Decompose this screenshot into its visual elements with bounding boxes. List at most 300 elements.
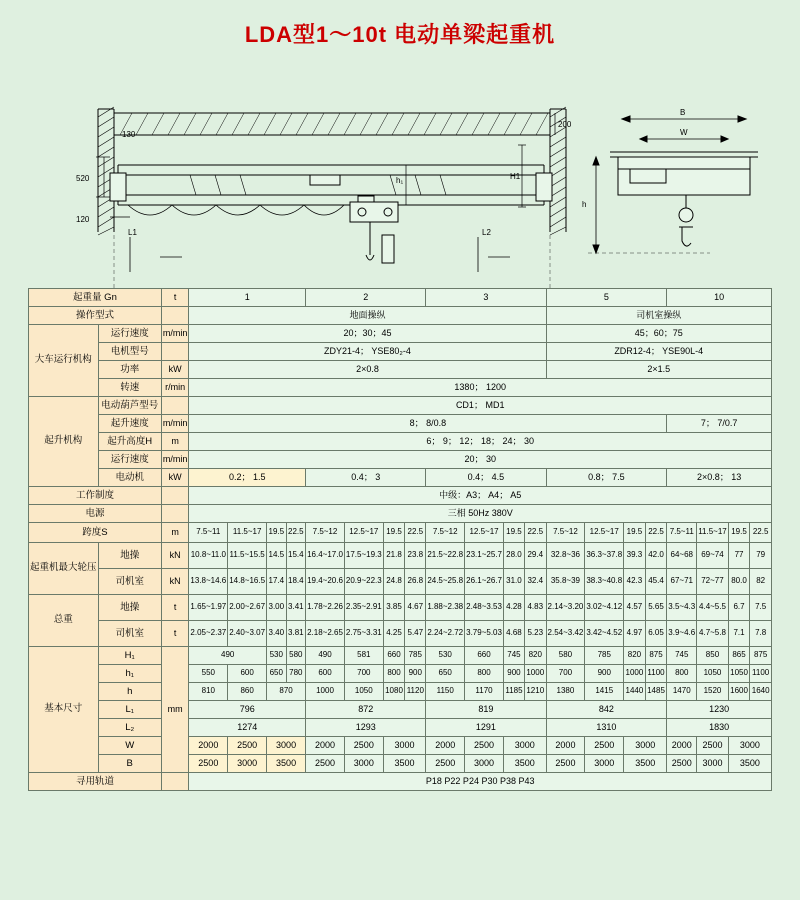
weight-cabin-13: 3.42~4.52: [585, 621, 624, 647]
wheel-cabin-6: 24.8: [383, 569, 405, 595]
weight-ground-17: 4.4~5.5: [697, 595, 729, 621]
h-16: 1520: [697, 683, 729, 701]
span-2-d: 22.5: [405, 523, 426, 543]
label-dim-120: 120: [76, 215, 90, 224]
span-1-b: 11.5~17: [228, 523, 267, 543]
electric-hoist: [350, 196, 398, 263]
row-label-span: 跨度S: [29, 523, 162, 543]
H1-11: 580: [546, 647, 585, 665]
L2-3: 1310: [546, 719, 667, 737]
travel-speed-cabin: 45；60；75: [546, 325, 771, 343]
wheel-ground-16: 64~68: [667, 543, 697, 569]
weight-ground-12: 2.14~3.20: [546, 595, 585, 621]
B-6: 2500: [426, 755, 465, 773]
h-18: 1640: [750, 683, 772, 701]
row-label-L1: L₁: [98, 701, 161, 719]
row-unit-span: m: [161, 523, 189, 543]
span-10-a: 7.5~11: [667, 523, 697, 543]
W-13: 2500: [697, 737, 729, 755]
B-10: 3000: [585, 755, 624, 773]
H1-1: 530: [267, 647, 287, 665]
wheel-cabin-15: 45.4: [645, 569, 667, 595]
row-label-trolley-speed: 运行速度: [98, 451, 161, 469]
table-row-hoist-speed: [29, 415, 772, 433]
table-row-control-type: [29, 307, 772, 325]
h-10: 1210: [524, 683, 546, 701]
row-unit-rail: [161, 773, 189, 791]
W-6: 2000: [426, 737, 465, 755]
row-label-wheel-cabin: 司机室: [98, 569, 161, 595]
weight-cabin-0: 2.05~2.37: [189, 621, 228, 647]
L2-1: 1293: [306, 719, 426, 737]
table-row-hoist-motor: [29, 469, 772, 487]
weight-ground-15: 5.65: [645, 595, 667, 621]
weight-ground-6: 3.85: [383, 595, 405, 621]
row-label-travel-speed: 运行速度: [98, 325, 161, 343]
weight-cabin-18: 7.1: [728, 621, 750, 647]
table-row-wheel-ground: [29, 543, 772, 569]
B-2: 3500: [267, 755, 306, 773]
span-10-b: 11.5~17: [697, 523, 729, 543]
roof-strip: [114, 113, 550, 135]
weight-cabin-14: 4.97: [624, 621, 646, 647]
table-row-motor-model: [29, 343, 772, 361]
wheel-ground-12: 32.8~36: [546, 543, 585, 569]
row-unit-capacity: t: [161, 289, 189, 307]
h1-6: 800: [383, 665, 405, 683]
span-10-d: 22.5: [750, 523, 772, 543]
row-unit-lift-height: m: [161, 433, 189, 451]
wheel-cabin-4: 19.4~20.6: [306, 569, 345, 595]
weight-ground-14: 4.57: [624, 595, 646, 621]
weight-ground-0: 1.65~1.97: [189, 595, 228, 621]
table-row-L1: [29, 701, 772, 719]
h1-0: 550: [189, 665, 228, 683]
weight-cabin-17: 4.7~5.8: [697, 621, 729, 647]
H1-13: 820: [624, 647, 646, 665]
page-title: LDA型1～10t 电动单梁起重机: [244, 22, 556, 47]
label-dim-W: W: [680, 128, 688, 137]
B-11: 3500: [624, 755, 667, 773]
row-unit-hoist-motor: kW: [161, 469, 189, 487]
W-9: 2000: [546, 737, 585, 755]
span-5-d: 22.5: [645, 523, 667, 543]
label-dim-h: h: [582, 200, 587, 209]
L1-4: 1230: [667, 701, 772, 719]
wheel-ground-5: 17.5~19.3: [344, 543, 383, 569]
weight-cabin-19: 7.8: [750, 621, 772, 647]
wheel-cabin-16: 67~71: [667, 569, 697, 595]
hoist-speed-right: 7； 7/0.7: [667, 415, 772, 433]
wheel-ground-13: 36.3~37.8: [585, 543, 624, 569]
h1-8: 650: [426, 665, 465, 683]
weight-cabin-5: 2.75~3.31: [344, 621, 383, 647]
wheel-cabin-0: 13.8~14.6: [189, 569, 228, 595]
wheel-ground-3: 15.4: [286, 543, 306, 569]
duty-value: 中级：A3； A4； A5: [189, 487, 772, 505]
row-unit-weight-ground: t: [161, 595, 189, 621]
wheel-cabin-17: 72~77: [697, 569, 729, 595]
end-carriage-right: [536, 173, 552, 201]
row-label-hoist-model: 电动葫芦型号: [98, 397, 161, 415]
H1-6: 785: [405, 647, 426, 665]
control-cabin: 司机室操纵: [546, 307, 771, 325]
table-row-h1: [29, 665, 772, 683]
table-row-hoist-model: [29, 397, 772, 415]
wheel-ground-8: 21.5~22.8: [426, 543, 465, 569]
weight-ground-4: 1.78~2.26: [306, 595, 345, 621]
span-5-a: 7.5~12: [546, 523, 585, 543]
label-dim-B: B: [680, 108, 686, 117]
wheel-cabin-13: 38.3~40.8: [585, 569, 624, 595]
h-15: 1470: [667, 683, 697, 701]
row-unit-control-type: [161, 307, 189, 325]
row-label-h: h: [98, 683, 161, 701]
group-label-dims: 基本尺寸: [29, 647, 99, 773]
wheel-cabin-18: 80.0: [728, 569, 750, 595]
span-1-c: 19.5: [267, 523, 287, 543]
L2-2: 1291: [426, 719, 546, 737]
hoist-motor-5: 0.8； 7.5: [546, 469, 667, 487]
B-8: 3500: [503, 755, 546, 773]
speed-rpm-value: 1380； 1200: [189, 379, 772, 397]
h-5: 1080: [383, 683, 405, 701]
table-row-B: [29, 755, 772, 773]
W-2: 3000: [267, 737, 306, 755]
wheel-ground-18: 77: [728, 543, 750, 569]
motor-model-ground: ZDY21-4； YSE80₂-4: [189, 343, 546, 361]
span-2-c: 19.5: [383, 523, 405, 543]
h1-13: 900: [585, 665, 624, 683]
capacity-5: 5: [546, 289, 667, 307]
dim-line-S: [114, 207, 550, 301]
span-2-b: 12.5~17: [344, 523, 383, 543]
h-6: 1120: [405, 683, 426, 701]
row-label-rail: 寻用轨道: [29, 773, 162, 791]
H1-16: 850: [697, 647, 729, 665]
row-unit-hoist-model: [161, 397, 189, 415]
wheel-cabin-3: 18.4: [286, 569, 306, 595]
weight-ground-18: 6.7: [728, 595, 750, 621]
specification-table: [28, 288, 772, 791]
capacity-10: 10: [667, 289, 772, 307]
row-label-speed-rpm: 转速: [98, 379, 161, 397]
weight-cabin-2: 3.40: [267, 621, 287, 647]
h1-12: 700: [546, 665, 585, 683]
B-7: 3000: [465, 755, 504, 773]
drawing-svg: [10, 57, 790, 269]
wheel-ground-4: 16.4~17.0: [306, 543, 345, 569]
W-4: 2500: [344, 737, 383, 755]
label-dim-H1: H1: [510, 172, 521, 181]
table-row-capacity: [29, 289, 772, 307]
trolley-speed-value: 20； 30: [189, 451, 772, 469]
table-row-power: [29, 361, 772, 379]
W-1: 2500: [228, 737, 267, 755]
h1-9: 800: [465, 665, 504, 683]
h1-1: 600: [228, 665, 267, 683]
row-label-lift-height: 起升高度H: [98, 433, 161, 451]
W-10: 2500: [585, 737, 624, 755]
h-2: 870: [267, 683, 306, 701]
B-3: 2500: [306, 755, 345, 773]
weight-ground-11: 4.83: [524, 595, 546, 621]
weight-cabin-1: 2.40~3.07: [228, 621, 267, 647]
weight-cabin-9: 3.79~5.03: [465, 621, 504, 647]
span-5-b: 12.5~17: [585, 523, 624, 543]
group-label-hoist: 起升机构: [29, 397, 99, 487]
rail-marks: [130, 237, 510, 272]
row-unit-weight-cabin: t: [161, 621, 189, 647]
technical-drawing: [10, 57, 790, 272]
weight-ground-9: 2.48~3.53: [465, 595, 504, 621]
table-row-wheel-cabin: [29, 569, 772, 595]
h1-16: 800: [667, 665, 697, 683]
lift-height-value: 6； 9； 12； 18； 24； 30: [189, 433, 772, 451]
table-row-weight-cabin: [29, 621, 772, 647]
weight-ground-16: 3.5~4.3: [667, 595, 697, 621]
rail-value: P18 P22 P24 P30 P38 P43: [189, 773, 772, 791]
capacity-2: 2: [306, 289, 426, 307]
table-row-weight-ground: [29, 595, 772, 621]
row-label-B: B: [98, 755, 161, 773]
row-unit-dims: mm: [161, 647, 189, 773]
row-label-capacity: 起重量 Gn: [29, 289, 162, 307]
H1-2: 580: [286, 647, 306, 665]
B-13: 3000: [697, 755, 729, 773]
wheel-ground-0: 10.8~11.0: [189, 543, 228, 569]
B-12: 2500: [667, 755, 697, 773]
weight-cabin-3: 3.81: [286, 621, 306, 647]
h1-3: 780: [286, 665, 306, 683]
L1-1: 872: [306, 701, 426, 719]
weight-cabin-4: 2.18~2.65: [306, 621, 345, 647]
span-1-a: 7.5~11: [189, 523, 228, 543]
table-row-H1: [29, 647, 772, 665]
H1-8: 660: [465, 647, 504, 665]
h-3: 1000: [306, 683, 345, 701]
span-3-b: 12.5~17: [465, 523, 504, 543]
row-label-weight-cabin: 司机室: [98, 621, 161, 647]
h-17: 1600: [728, 683, 750, 701]
hoist-speed-left: 8； 8/0.8: [189, 415, 667, 433]
wheel-ground-19: 79: [750, 543, 772, 569]
span-10-c: 19.5: [728, 523, 750, 543]
wheel-ground-6: 21.8: [383, 543, 405, 569]
weight-ground-5: 2.35~2.91: [344, 595, 383, 621]
L2-0: 1274: [189, 719, 306, 737]
weight-ground-8: 1.88~2.38: [426, 595, 465, 621]
H1-9: 745: [503, 647, 524, 665]
wheel-cabin-2: 17.4: [267, 569, 287, 595]
table-row-W: [29, 737, 772, 755]
weight-ground-7: 4.67: [405, 595, 426, 621]
h1-5: 700: [344, 665, 383, 683]
W-5: 3000: [383, 737, 426, 755]
h1-15: 1100: [645, 665, 667, 683]
capacity-3: 3: [426, 289, 546, 307]
W-0: 2000: [189, 737, 228, 755]
row-unit-speed-rpm: r/min: [161, 379, 189, 397]
h-4: 1050: [344, 683, 383, 701]
h1-18: 1050: [728, 665, 750, 683]
weight-ground-2: 3.00: [267, 595, 287, 621]
wheel-ground-14: 39.3: [624, 543, 646, 569]
h1-7: 900: [405, 665, 426, 683]
B-4: 3000: [344, 755, 383, 773]
row-label-weight-ground: 地操: [98, 595, 161, 621]
L1-0: 796: [189, 701, 306, 719]
label-dim-520: 520: [76, 174, 90, 183]
wheel-cabin-11: 32.4: [524, 569, 546, 595]
weight-cabin-12: 2.54~3.42: [546, 621, 585, 647]
hoist-model-value: CD1； MD1: [189, 397, 772, 415]
table-row-duty: [29, 487, 772, 505]
weight-cabin-8: 2.24~2.72: [426, 621, 465, 647]
wheel-ground-17: 69~74: [697, 543, 729, 569]
hoist-motor-3: 0.4； 4.5: [426, 469, 546, 487]
weight-cabin-16: 3.9~4.6: [667, 621, 697, 647]
group-label-total-weight: 总重: [29, 595, 99, 647]
span-1-d: 22.5: [286, 523, 306, 543]
table-row-lift-height: [29, 433, 772, 451]
H1-3: 490: [306, 647, 345, 665]
weight-ground-13: 3.02~4.12: [585, 595, 624, 621]
row-unit-duty: [161, 487, 189, 505]
h1-4: 600: [306, 665, 345, 683]
row-unit-wheel-cabin: kN: [161, 569, 189, 595]
control-ground: 地面操纵: [189, 307, 546, 325]
row-label-h1: h₁: [98, 665, 161, 683]
B-0: 2500: [189, 755, 228, 773]
span-5-c: 19.5: [624, 523, 646, 543]
wheel-cabin-9: 26.1~26.7: [465, 569, 504, 595]
festoon-cables: [128, 205, 344, 215]
wheel-cabin-10: 31.0: [503, 569, 524, 595]
hoist-motor-2: 0.4； 3: [306, 469, 426, 487]
h-12: 1415: [585, 683, 624, 701]
weight-cabin-15: 6.05: [645, 621, 667, 647]
wheel-ground-1: 11.5~15.5: [228, 543, 267, 569]
row-label-wheel-ground: 地操: [98, 543, 161, 569]
table-row-span: [29, 523, 772, 543]
row-label-power-supply: 电源: [29, 505, 162, 523]
H1-15: 745: [667, 647, 697, 665]
row-label-motor-model: 电机型号: [98, 343, 161, 361]
wheel-cabin-1: 14.8~16.5: [228, 569, 267, 595]
row-label-control-type: 操作型式: [29, 307, 162, 325]
row-label-L2: L₂: [98, 719, 161, 737]
table-row-speed-rpm: [29, 379, 772, 397]
row-label-duty: 工作制度: [29, 487, 162, 505]
group-label-travel: 大车运行机构: [29, 325, 99, 397]
h1-19: 1100: [750, 665, 772, 683]
span-3-d: 22.5: [524, 523, 546, 543]
H1-4: 581: [344, 647, 383, 665]
h-1: 860: [228, 683, 267, 701]
power-cabin: 2×1.5: [546, 361, 771, 379]
H1-14: 875: [645, 647, 667, 665]
B-9: 2500: [546, 755, 585, 773]
h-13: 1440: [624, 683, 646, 701]
hoist-motor-1: 0.2； 1.5: [189, 469, 306, 487]
span-2-a: 7.5~12: [306, 523, 345, 543]
travel-speed-ground: 20；30；45: [189, 325, 546, 343]
label-dim-200: 200: [558, 120, 572, 129]
table-row-rail: [29, 773, 772, 791]
row-unit-power: kW: [161, 361, 189, 379]
wheel-cabin-7: 26.8: [405, 569, 426, 595]
h-11: 1380: [546, 683, 585, 701]
table-row-power-supply: [29, 505, 772, 523]
L1-3: 842: [546, 701, 667, 719]
table-row-L2: [29, 719, 772, 737]
W-3: 2000: [306, 737, 345, 755]
weight-ground-19: 7.5: [750, 595, 772, 621]
B-14: 3500: [728, 755, 771, 773]
h-7: 1150: [426, 683, 465, 701]
weight-cabin-11: 5.23: [524, 621, 546, 647]
B-1: 3000: [228, 755, 267, 773]
label-dim-130: 130: [122, 130, 136, 139]
row-label-power: 功率: [98, 361, 161, 379]
wheel-ground-15: 42.0: [645, 543, 667, 569]
h-9: 1185: [503, 683, 524, 701]
row-unit-travel-speed: m/min: [161, 325, 189, 343]
wheel-cabin-5: 20.9~22.3: [344, 569, 383, 595]
wheel-cabin-8: 24.5~25.8: [426, 569, 465, 595]
label-dim-L1: L1: [128, 228, 137, 237]
group-label-wheel: 起重机最大轮压: [29, 543, 99, 595]
H1-10: 820: [524, 647, 546, 665]
W-7: 2500: [465, 737, 504, 755]
weight-ground-1: 2.00~2.67: [228, 595, 267, 621]
main-girder: [118, 165, 544, 205]
H1-7: 530: [426, 647, 465, 665]
h-8: 1170: [465, 683, 504, 701]
W-11: 3000: [624, 737, 667, 755]
wheel-ground-11: 29.4: [524, 543, 546, 569]
row-unit-trolley-speed: m/min: [161, 451, 189, 469]
weight-cabin-6: 4.25: [383, 621, 405, 647]
end-carriage-left: [110, 173, 126, 201]
row-unit-hoist-speed: m/min: [161, 415, 189, 433]
H1-17: 865: [728, 647, 750, 665]
H1-5: 660: [383, 647, 405, 665]
weight-ground-3: 3.41: [286, 595, 306, 621]
row-label-H1: H₁: [98, 647, 161, 665]
h1-17: 1050: [697, 665, 729, 683]
label-dim-h1: h₁: [396, 176, 404, 185]
h1-11: 1000: [524, 665, 546, 683]
row-label-W: W: [98, 737, 161, 755]
row-unit-wheel-ground: kN: [161, 543, 189, 569]
H1-12: 785: [585, 647, 624, 665]
L1-2: 819: [426, 701, 546, 719]
row-label-hoist-speed: 起升速度: [98, 415, 161, 433]
hoist-motor-10: 2×0.8； 13: [667, 469, 772, 487]
h-14: 1485: [645, 683, 667, 701]
row-label-hoist-motor: 电动机: [98, 469, 161, 487]
h1-2: 650: [267, 665, 287, 683]
h1-14: 1000: [624, 665, 646, 683]
power-supply-value: 三相 50Hz 380V: [189, 505, 772, 523]
wheel-ground-10: 28.0: [503, 543, 524, 569]
table-row-h: [29, 683, 772, 701]
span-3-a: 7.5~12: [426, 523, 465, 543]
power-ground: 2×0.8: [189, 361, 546, 379]
h-0: 810: [189, 683, 228, 701]
